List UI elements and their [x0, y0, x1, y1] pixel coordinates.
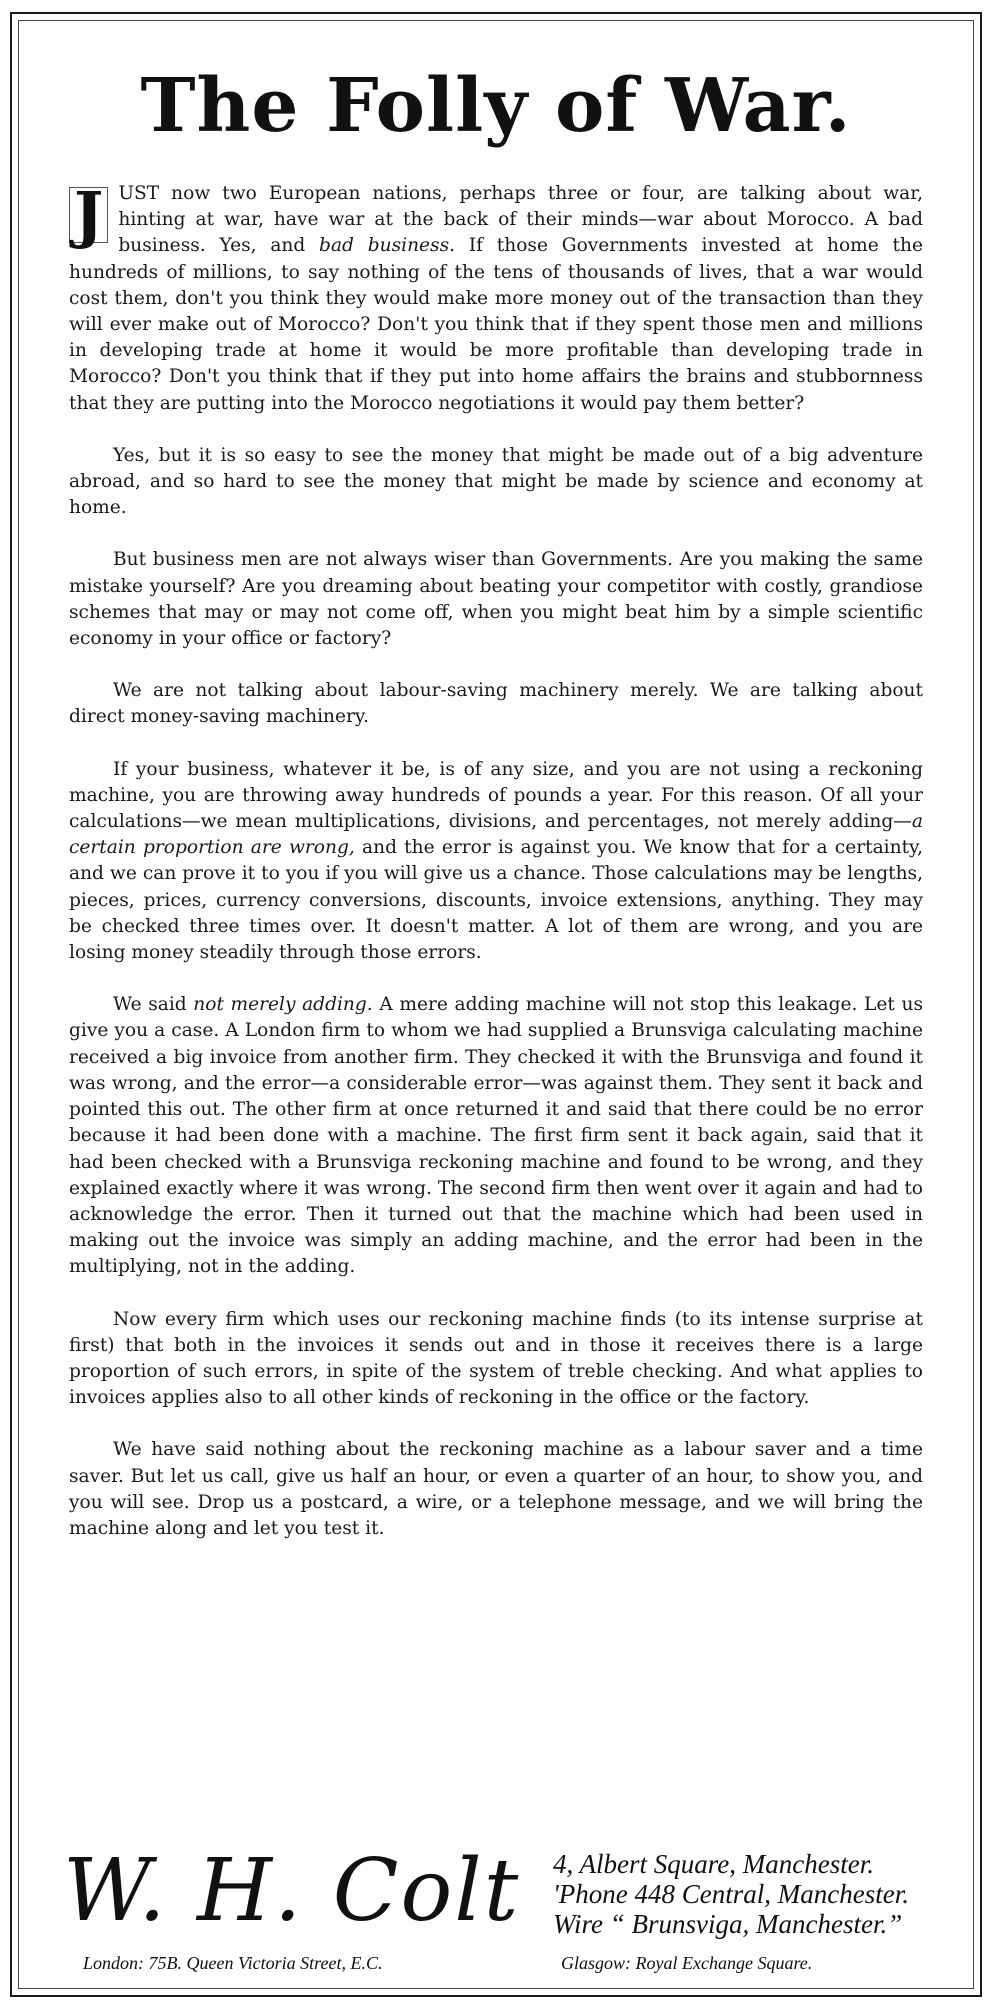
paragraph-6-emphasis: not merely adding.	[193, 994, 373, 1016]
paragraph-5	[69, 757, 923, 967]
paragraph-5-emphasis: a certain proportion are wrong,	[69, 811, 923, 859]
inner-border	[18, 20, 974, 1989]
paragraph-1-text: UST now two European nations, perhaps three or four, are talking about war, hinting at war, have war at the back of their minds—war about Morocco. A bad business. Yes, and	[118, 183, 923, 257]
paragraph-6-text-end: A mere adding machine will not stop this leakage. Let us give you a case. A London firm to whom we had supplied a Brunsviga calculating machine received a big invoice from another firm. They checked it with the Brunsviga and found it was wrong, and the error—a considerable error—was against them. They sent it back and pointed this out. The other firm at once returned it and said that there could be no error because it had been done with a machine. The first firm sent it back again, said that it had been checked with a Brunsviga reckoning machine and found to be wrong, and they explained exactly where it was wrong. The second firm then went over it again and had to acknowledge the error. Then it turned out that the machine which had been used in making out the invoice was simply an adding machine, and the error had been in the multiplying, not in the adding.	[69, 994, 923, 1278]
paragraph-5-text: If your business, whatever it be, is of any size, and you are not using a reckoning machine, you are throwing away hundreds of pounds a year. For this reason. Of all your calculations—we mean multiplications, divisions, and percentages, not merely adding—	[69, 758, 923, 833]
company-logo-text: W. H. Colt	[63, 1841, 521, 1941]
wire-line: Wire “ Brunsviga, Manchester.”	[553, 1909, 903, 1939]
paragraph-1-emphasis: bad business.	[319, 235, 456, 257]
paragraph-6	[69, 992, 923, 1280]
paragraph-2: Yes, but it is so easy to see the money that might be made out of a big adventure abroad, and so hard to see the money that might be made by science and economy at home.	[69, 444, 923, 519]
paragraph-5-text-end: and the error is against you. We know that for a certainty, and we can prove it to you if you will give us a chance. Those calculations may be lengths, pieces, prices, currency conversions, discounts, invoice extensions, anything. They may be checked three times over. It doesn't matter. A lot of them are wrong, and you are losing money steadily through those errors.	[69, 837, 923, 964]
phone-line: 'Phone 448 Central, Manchester.	[553, 1879, 909, 1909]
paragraph-1	[69, 178, 923, 417]
paragraph-7: Now every firm which uses our reckoning machine finds (to its intense surprise at first) that both in the invoices it sends out and in those it receives there is a large proportion of such errors, in spite of the system of treble checking. And what applies to invoices applies also to all other kinds of reckoning in the office or the factory.	[69, 1308, 923, 1409]
paragraph-4: We are not talking about labour-saving machinery merely. We are talking about direct money-saving machinery.	[69, 680, 923, 728]
paragraph-3: But business men are not always wiser than Governments. Are you making the same mistake yourself? Are you dreaming about beating your competitor with costly, grandiose schemes that may or may not come off, when you might beat him by a simple scientific economy in your office or factory?	[69, 549, 923, 650]
paragraph-1-text-end: If those Governments invested at home the hundreds of millions, to say nothing of the tens of thousands of lives, that a war would cost them, don't you think they would make more money out of the transaction than they will ever make out of Morocco? Don't you think that if they spent those men and millions in developing trade at home it would be more profitable than developing trade in Morocco? Don't you think that if they put into home affairs the brains and stubbornness that they are putting into the Morocco negotiations it would pay them better?	[69, 235, 923, 414]
paragraph-8: We have said nothing about the reckoning machine as a labour saver and a time saver. But let us call, give us half an hour, or even a quarter of an hour, to show you, and you will see. Drop us a postcard, a wire, or a telephone message, and we will bring the machine along and let you test it.	[69, 1439, 923, 1539]
article-body	[69, 178, 923, 1568]
glasgow-branch: Glasgow: Royal Exchange Square.	[561, 1953, 813, 1973]
contact-block	[553, 1849, 909, 1939]
paragraph-6-text: We said	[113, 994, 194, 1016]
address-line: 4, Albert Square, Manchester.	[553, 1849, 874, 1879]
advertisement-page	[10, 12, 982, 1997]
drop-cap-letter: J	[69, 187, 108, 243]
london-branch: London: 75B. Queen Victoria Street, E.C.	[83, 1953, 383, 1973]
advertiser-footer	[63, 1841, 933, 1981]
headline-title: The Folly of War.	[140, 63, 852, 149]
